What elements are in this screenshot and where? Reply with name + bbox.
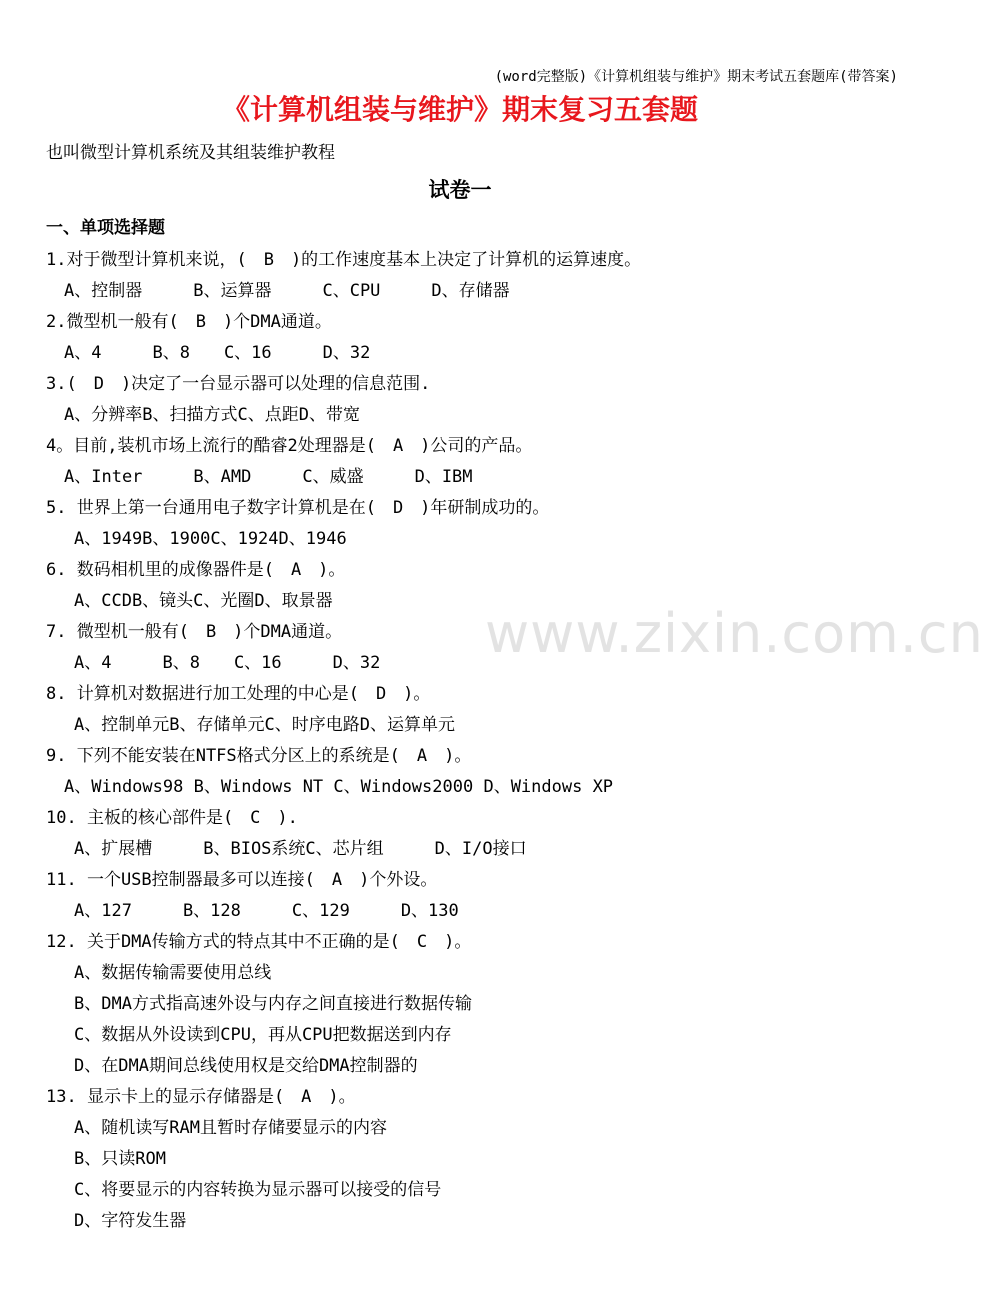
question-line: 5. 世界上第一台通用电子数字计算机是在( D )年研制成功的。 (46, 498, 550, 518)
section-heading: 一、单项选择题 (46, 218, 165, 238)
question-line: 12. 关于DMA传输方式的特点其中不正确的是( C )。 (46, 932, 472, 952)
question-line: 4。目前,装机市场上流行的酷睿2处理器是( A )公司的产品。 (46, 436, 533, 456)
option-line: A、Inter B、AMD C、威盛 D、IBM (64, 467, 473, 487)
question-line: 1.对于微型计算机来说，( B )的工作速度基本上决定了计算机的运算速度。 (46, 250, 642, 270)
option-line: A、4 B、8 C、16 D、32 (64, 343, 371, 363)
option-line: A、Windows98 B、Windows NT C、Windows2000 D、Windows XP (64, 777, 614, 797)
question-line: 3.( D )决定了一台显示器可以处理的信息范围. (46, 374, 431, 394)
question-line: 2.微型机一般有( B )个DMA通道。 (46, 312, 332, 332)
option-line: A、1949B、1900C、1924D、1946 (74, 529, 347, 549)
watermark: www.zixin.com.cn (485, 602, 984, 665)
header-note: (word完整版)《计算机组装与维护》期末考试五套题库(带答案) (494, 69, 898, 85)
question-line: 9. 下列不能安装在NTFS格式分区上的系统是( A )。 (46, 746, 472, 766)
paper-title: 试卷一 (428, 178, 492, 202)
question-line: 11. 一个USB控制器最多可以连接( A )个外设。 (46, 870, 438, 890)
question-line: 8. 计算机对数据进行加工处理的中心是( D )。 (46, 684, 431, 704)
option-line: C、数据从外设读到CPU，再从CPU把数据送到内存 (74, 1025, 452, 1045)
option-line: B、DMA方式指高速外设与内存之间直接进行数据传输 (74, 994, 472, 1014)
document-title: 《计算机组装与维护》期末复习五套题 (221, 93, 698, 126)
option-line: A、4 B、8 C、16 D、32 (74, 653, 381, 673)
option-line: A、分辨率B、扫描方式C、点距D、带宽 (64, 405, 360, 425)
option-line: A、随机读写RAM且暂时存储要显示的内容 (74, 1118, 387, 1138)
option-line: A、扩展槽 B、BIOS系统C、芯片组 D、I/O接口 (74, 839, 527, 859)
option-line: D、字符发生器 (74, 1211, 187, 1231)
question-line: 13. 显示卡上的显示存储器是( A )。 (46, 1087, 356, 1107)
question-line: 7. 微型机一般有( B )个DMA通道。 (46, 622, 343, 642)
question-line: 10. 主板的核心部件是( C ). (46, 808, 298, 828)
question-list (0, 245, 920, 1237)
option-line: C、将要显示的内容转换为显示器可以接受的信号 (74, 1180, 442, 1200)
question-line: 6. 数码相机里的成像器件是( A )。 (46, 560, 346, 580)
option-line: A、CCDB、镜头C、光圈D、取景器 (74, 591, 333, 611)
option-line: A、控制单元B、存储单元C、时序电路D、运算单元 (74, 715, 455, 735)
option-line: A、数据传输需要使用总线 (74, 963, 272, 983)
option-line: B、只读ROM (74, 1149, 166, 1169)
option-line: A、127 B、128 C、129 D、130 (74, 901, 459, 921)
option-line: A、控制器 B、运算器 C、CPU D、存储器 (64, 281, 510, 301)
option-line: D、在DMA期间总线使用权是交给DMA控制器的 (74, 1056, 418, 1076)
document-subtitle: 也叫微型计算机系统及其组装维护教程 (46, 143, 335, 163)
